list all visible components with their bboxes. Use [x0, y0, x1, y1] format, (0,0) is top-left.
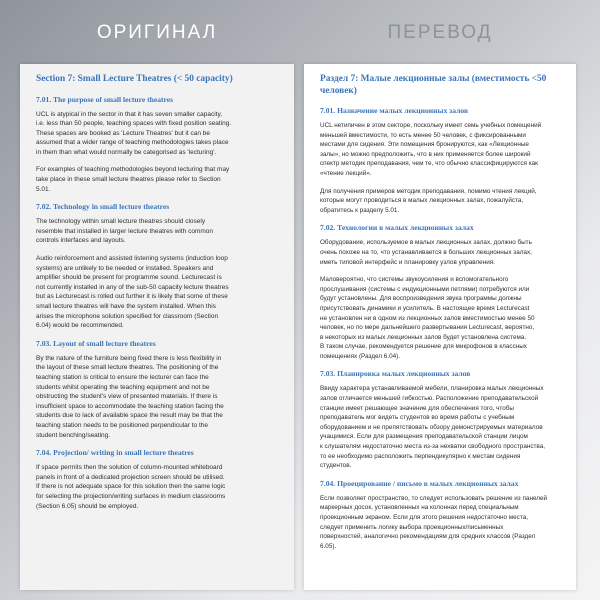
original-paragraph: UCL is atypical in the sector in that it has seven smaller capacity, i.e. less than 50 people, teaching spaces with fixed position seating. These spaces are booked as 'Lecture Theatres' but it can be assumed that a wider range of teaching methodologies takes place in them than what would normally be categorised as 'lecturing'.: [36, 110, 232, 156]
translation-paragraph: Для получения примеров методик преподавания, помимо чтения лекций, которые могут проводиться в малых лекционных залах, пожалуйста, обратитесь к разделу 5.01.: [320, 187, 537, 214]
original-paragraph: By the nature of the furniture being fixed there is less flexibility in the layout of these small lecture theatres. The positioning of the teaching station is critical to ensure the lecturer can face the students whilst operating the teaching equipment and not be obstructing the student's view of presented materials. If there is insufficient space to accommodate the teaching station facing the students due to lack of available space the result may be that the teaching station needs to be positioned perpendicular to the student benching/seating.: [36, 354, 224, 439]
translation-paragraph: Если позволяет пространство, то следует использовать решение из панелей маркерных досок, установленных на колоннах перед специальным проекционным экраном. Если для этого решения недостаточно места, следует применить логику выбора проекционных/письменных поверхностей, аналогично рекомендациям для средних классов (Раздел 6.05).: [320, 494, 548, 550]
original-heading-7-04: 7.04. Projection/ writing in small lecture theatres: [36, 448, 194, 458]
original-heading-7-03: 7.03. Layout of small lecture theatres: [36, 338, 156, 348]
translation-panel: [304, 64, 576, 590]
translation-paragraph: Ввиду характера устанавливаемой мебели, планировка малых лекционных залов отличается меньшей гибкостью. Расположение преподавательской станции имеет решающее значение для обеспечения того, чтобы преподаватель мог видеть студентов во время работы с учебным оборудованием и не препятствовать обзору демонстрируемых материалов учащимися. Если для размещения преподавательской станции лицом к слушателям недостаточно места из-за нехватки свободного пространства, то ее необходимо расположить перпендикулярно к местам сидения студентов.: [320, 385, 546, 470]
original-heading-7-02: 7.02. Technology in small lecture theatres: [36, 202, 170, 212]
original-header: ОРИГИНАЛ: [96, 22, 218, 43]
original-section-title: Section 7: Small Lecture Theatres (< 50 capacity): [36, 74, 233, 84]
original-heading-7-01: 7.01. The purpose of small lecture theatres: [36, 94, 174, 104]
translation-header: ПЕРЕВОД: [387, 22, 493, 43]
original-paragraph: The technology within small lecture theatres should closely resemble that installed in larger lecture theatres with common controls interfaces and layouts.: [36, 218, 214, 245]
original-panel: [20, 64, 294, 590]
translation-paragraph: UCL нетипичен в этом секторе, поскольку имеет семь учебных помещений меньшей вместимости, то есть менее 50 человек, с фиксированными местами для сидения. Эти помещения бронируются, как «Лекционные залы», но можно предположить, что в них применяется более широкий спектр методик преподавания, чем те, что обычно классифицируются как «чтение лекций».: [320, 122, 542, 177]
translation-heading-7-04: 7.04. Проецирование / письмо в малых лекционных залах: [320, 478, 519, 488]
translation-paragraph: Оборудование, используемое в малых лекционных залах, должно быть очень похоже на то, что устанавливается в больших лекционных залах, иметь типовой интерфейс и планировку узлов управления.: [320, 239, 532, 266]
original-paragraph: If space permits then the solution of column-mounted whiteboard panels in front of a dedicated projection screen should be utilised. If there is not adequate space for this solution then the same logic for selecting the projection/writing surfaces in medium classrooms (Section 6.05) should be employed.: [36, 464, 226, 510]
original-paragraph: For examples of teaching methodologies beyond lecturing that may take place in these small lecture theatres please refer to Section 5.01.: [36, 166, 230, 193]
translation-heading-7-01: 7.01. Назначение малых лекционных залов: [320, 106, 469, 115]
translation-heading-7-02: 7.02. Технологии в малых лекционных залах: [320, 223, 474, 233]
translation-section-title: Раздел 7: Малые лекционные залы (вместимость <50 человек): [320, 74, 547, 96]
translation-heading-7-03: 7.03. Планировка малых лекционных залов: [320, 369, 471, 379]
translation-paragraph: Маловероятно, что системы звукоусиления и вспомогательного прослушивания (системы с индукционными петлями) потребуются или будут установлены. Для воспроизведения звука программы должны присутствовать динамики и усилитель. В настоящее время Lecturecast не установлен ни в одном из лекционных залов вместимостью менее 50 человек, но по мере дальнейшего развертывания Lecturecast, вероятно, в некоторых из малых лекционных залов будет установлена система. В таком случае, рекомендуется решение для микрофонов в классных помещениях (Раздел 6.04).: [320, 276, 535, 360]
original-paragraph: Audio reinforcement and assisted listening systems (induction loop systems) are unlikely to be needed or installed. Speakers and amplifier should be present for programme sound. Lecturecast is not currently installed in any of the sub-50 capacity lecture theatres but as Lecturecast is rolled out further it is likely that some of these small lecture theatres will have the system installed. When this arises the microphone solution specified for classroom (Section 6.04) would be recommended.: [36, 255, 229, 330]
